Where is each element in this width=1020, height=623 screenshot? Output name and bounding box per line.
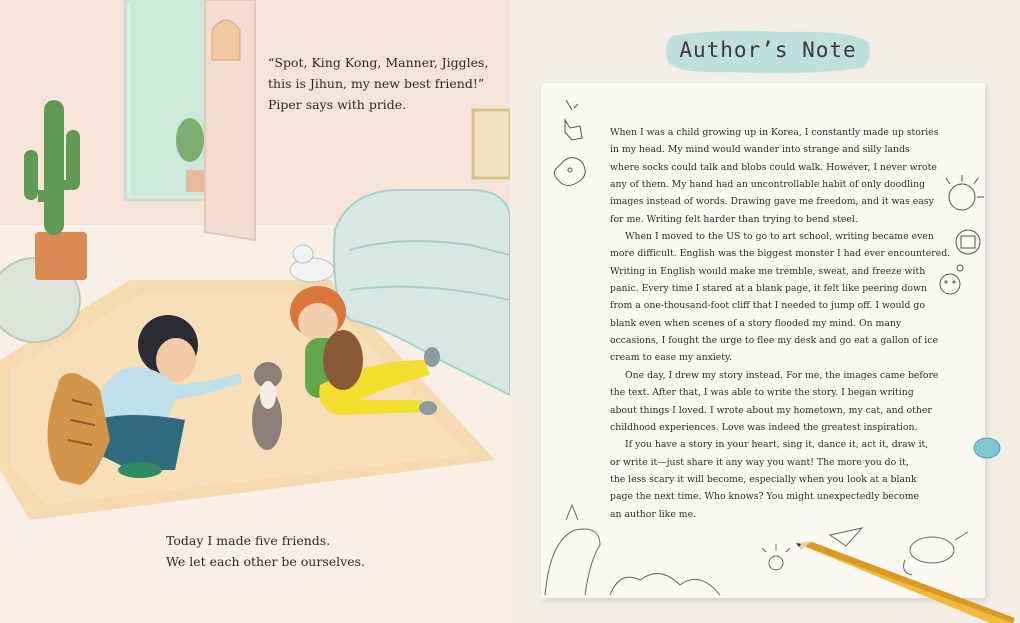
note-line: Writing in English would make me tremble, sweat, and freeze with bbox=[610, 265, 926, 277]
note-line: more difficult. English was the biggest monster I had ever encountered. bbox=[610, 248, 951, 260]
note-line: in my head. My mind would wander into strange and silly lands bbox=[610, 144, 910, 156]
note-line: page the next time. Who knows? You might unexpectedly become bbox=[610, 491, 920, 503]
story-caption bbox=[166, 530, 365, 572]
note-line: cream to ease my anxiety. bbox=[610, 352, 733, 364]
caption-line: Today I made five friends. bbox=[166, 533, 331, 548]
note-line: or write it—just share it any way you want! The more you do it, bbox=[610, 456, 909, 468]
title-banner bbox=[662, 28, 874, 74]
note-line: When I was a child growing up in Korea, I constantly made up stories bbox=[610, 127, 939, 138]
grey-cat bbox=[252, 362, 282, 450]
note-line: from a one-thousand-foot cliff that I needed to jump off. I would go bbox=[610, 300, 925, 312]
picture-frame bbox=[473, 110, 510, 178]
note-line: an author like me. bbox=[610, 508, 697, 520]
note-line: any of them. My hand had an uncontrollable habit of only doodling bbox=[610, 179, 926, 191]
note-line: for me. Writing felt harder than trying to bend steel. bbox=[610, 213, 858, 225]
note-line: If you have a story in your heart, sing it, dance it, act it, draw it, bbox=[625, 439, 929, 451]
page-title: Author’s Note bbox=[679, 38, 857, 62]
quote-line: “Spot, King Kong, Manner, Jiggles, bbox=[268, 55, 489, 70]
quote-line: Piper says with pride. bbox=[268, 97, 407, 112]
caption-line: We let each other be ourselves. bbox=[166, 554, 365, 569]
note-line: panic. Every time I stared at a blank page, it felt like peering down bbox=[610, 283, 927, 295]
note-line: When I moved to the US to go to art school, writing became even bbox=[625, 231, 934, 243]
note-line: about things I loved. I wrote about my hometown, my cat, and other bbox=[610, 404, 932, 416]
note-line: where socks could talk and blobs could walk. However, I never wrote bbox=[610, 161, 937, 173]
note-line: blank even when scenes of a story flooded my mind. On many bbox=[610, 317, 902, 329]
note-line: images instead of words. Drawing gave me freedom, and it was easy bbox=[610, 196, 934, 208]
note-line: the text. After that, I was able to write the story. I began writing bbox=[610, 387, 914, 399]
dialogue-text bbox=[268, 52, 498, 115]
note-line: the less scary it will become, especially when you look at a blank bbox=[610, 473, 917, 485]
quote-line: this is Jihun, my new best friend!” bbox=[268, 76, 485, 91]
note-line: One day, I drew my story instead. For me, the images came before bbox=[625, 369, 939, 381]
note-line: occasions, I fought the urge to flee my desk and go eat a gallon of ice bbox=[610, 335, 938, 347]
brown-cat bbox=[323, 330, 363, 390]
note-line: childhood experiences. Love was indeed the greatest inspiration. bbox=[610, 421, 918, 433]
authors-note-text bbox=[610, 124, 960, 523]
